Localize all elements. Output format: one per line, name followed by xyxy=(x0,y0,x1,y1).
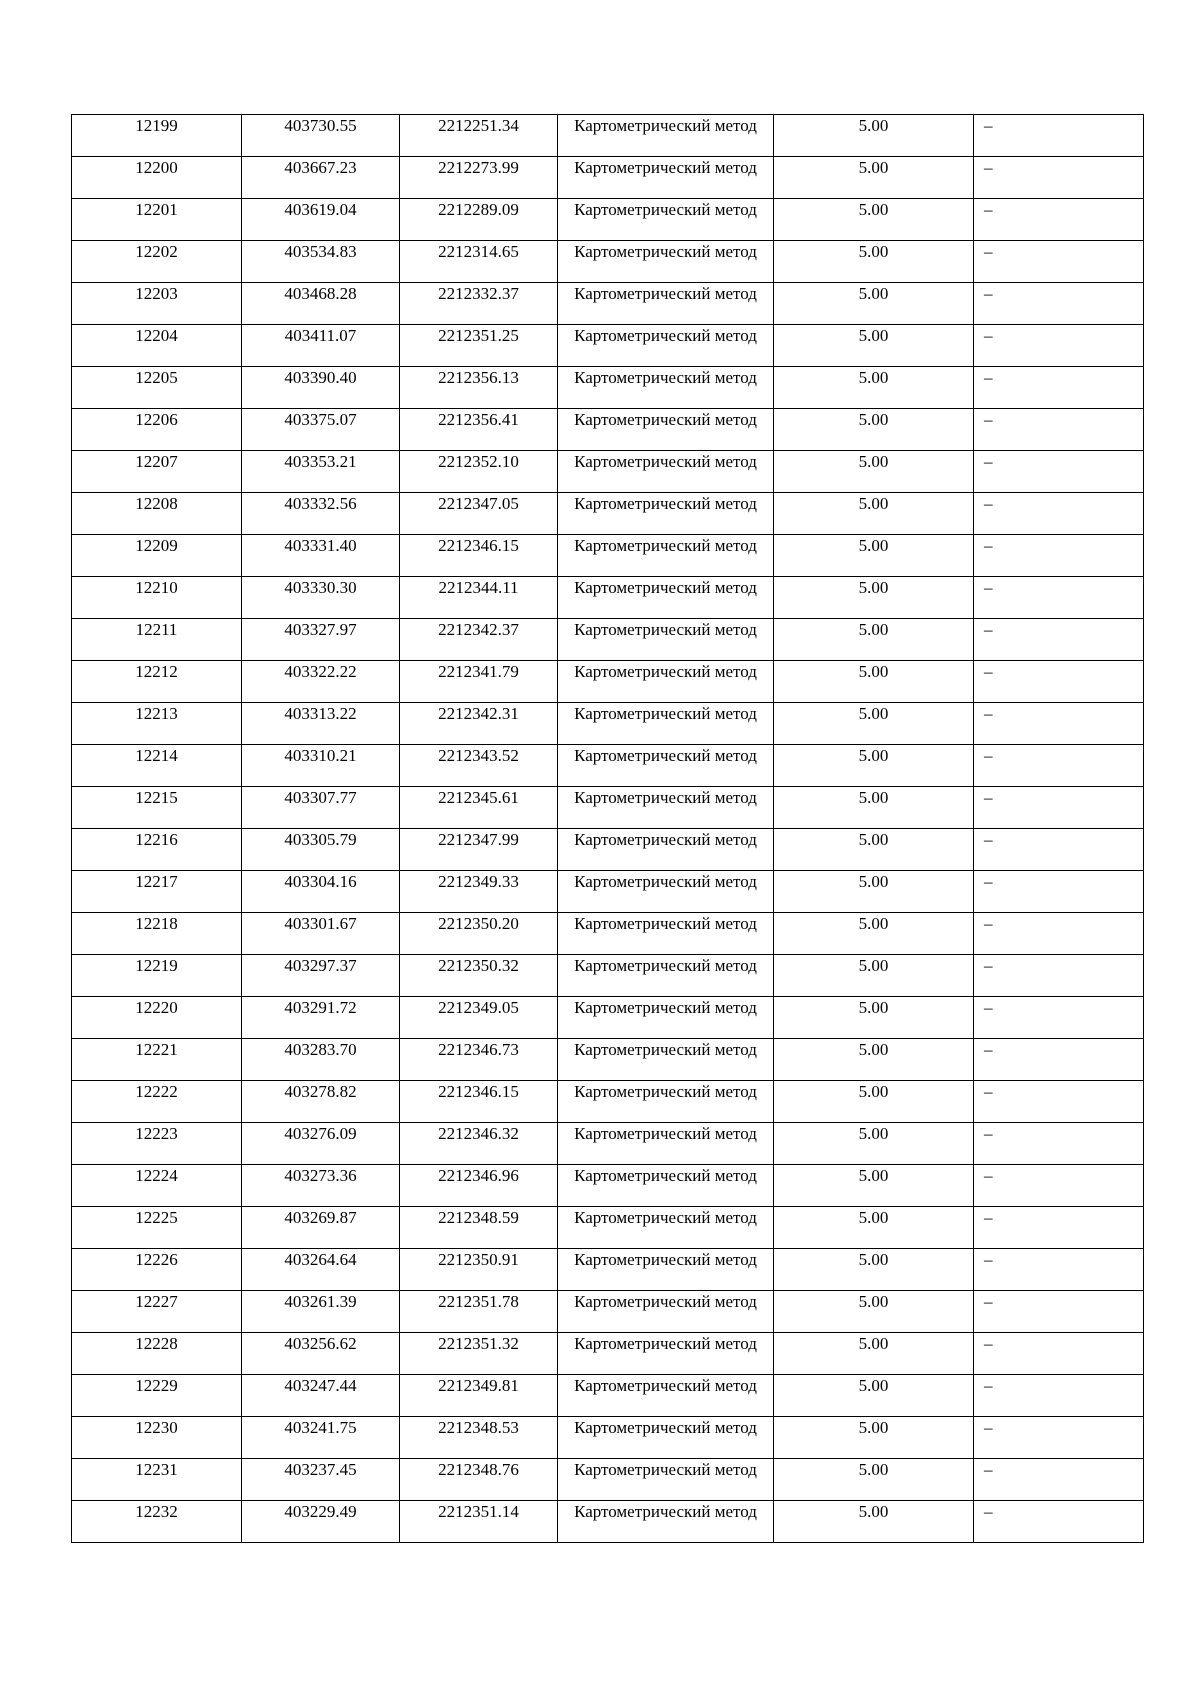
y-coordinate-cell: 2212346.32 xyxy=(400,1123,558,1165)
y-coordinate-cell: 2212341.79 xyxy=(400,661,558,703)
y-coordinate-cell: 2212349.81 xyxy=(400,1375,558,1417)
method-cell: Картометрический метод xyxy=(558,913,774,955)
note-cell: – xyxy=(974,955,1144,997)
x-coordinate-cell: 403332.56 xyxy=(242,493,400,535)
point-number-cell: 12201 xyxy=(72,199,242,241)
accuracy-cell: 5.00 xyxy=(774,1375,974,1417)
point-number-cell: 12231 xyxy=(72,1459,242,1501)
x-coordinate-cell: 403276.09 xyxy=(242,1123,400,1165)
y-coordinate-cell: 2212350.20 xyxy=(400,913,558,955)
point-number-cell: 12202 xyxy=(72,241,242,283)
x-coordinate-cell: 403730.55 xyxy=(242,115,400,157)
y-coordinate-cell: 2212345.61 xyxy=(400,787,558,829)
accuracy-cell: 5.00 xyxy=(774,367,974,409)
accuracy-cell: 5.00 xyxy=(774,1291,974,1333)
table-row xyxy=(72,325,1144,367)
table-row xyxy=(72,1081,1144,1123)
point-number-cell: 12208 xyxy=(72,493,242,535)
table-row xyxy=(72,913,1144,955)
note-cell: – xyxy=(974,451,1144,493)
x-coordinate-cell: 403313.22 xyxy=(242,703,400,745)
accuracy-cell: 5.00 xyxy=(774,1039,974,1081)
y-coordinate-cell: 2212343.52 xyxy=(400,745,558,787)
accuracy-cell: 5.00 xyxy=(774,115,974,157)
point-number-cell: 12225 xyxy=(72,1207,242,1249)
method-cell: Картометрический метод xyxy=(558,1249,774,1291)
method-cell: Картометрический метод xyxy=(558,1165,774,1207)
point-number-cell: 12213 xyxy=(72,703,242,745)
note-cell: – xyxy=(974,199,1144,241)
x-coordinate-cell: 403291.72 xyxy=(242,997,400,1039)
table-row xyxy=(72,409,1144,451)
accuracy-cell: 5.00 xyxy=(774,1459,974,1501)
note-cell: – xyxy=(974,1081,1144,1123)
x-coordinate-cell: 403322.22 xyxy=(242,661,400,703)
note-cell: – xyxy=(974,1165,1144,1207)
point-number-cell: 12207 xyxy=(72,451,242,493)
point-number-cell: 12211 xyxy=(72,619,242,661)
y-coordinate-cell: 2212342.31 xyxy=(400,703,558,745)
coordinates-table xyxy=(71,114,1144,1543)
table-row xyxy=(72,1249,1144,1291)
table-row xyxy=(72,619,1144,661)
accuracy-cell: 5.00 xyxy=(774,1417,974,1459)
x-coordinate-cell: 403283.70 xyxy=(242,1039,400,1081)
table-row xyxy=(72,703,1144,745)
method-cell: Картометрический метод xyxy=(558,1207,774,1249)
y-coordinate-cell: 2212346.96 xyxy=(400,1165,558,1207)
table-row xyxy=(72,1039,1144,1081)
x-coordinate-cell: 403468.28 xyxy=(242,283,400,325)
y-coordinate-cell: 2212289.09 xyxy=(400,199,558,241)
method-cell: Картометрический метод xyxy=(558,535,774,577)
point-number-cell: 12212 xyxy=(72,661,242,703)
y-coordinate-cell: 2212351.32 xyxy=(400,1333,558,1375)
note-cell: – xyxy=(974,367,1144,409)
note-cell: – xyxy=(974,493,1144,535)
table-row xyxy=(72,1123,1144,1165)
point-number-cell: 12223 xyxy=(72,1123,242,1165)
method-cell: Картометрический метод xyxy=(558,577,774,619)
y-coordinate-cell: 2212348.76 xyxy=(400,1459,558,1501)
method-cell: Картометрический метод xyxy=(558,619,774,661)
point-number-cell: 12228 xyxy=(72,1333,242,1375)
y-coordinate-cell: 2212356.41 xyxy=(400,409,558,451)
table-row xyxy=(72,451,1144,493)
note-cell: – xyxy=(974,1249,1144,1291)
method-cell: Картометрический метод xyxy=(558,115,774,157)
point-number-cell: 12230 xyxy=(72,1417,242,1459)
note-cell: – xyxy=(974,1039,1144,1081)
x-coordinate-cell: 403229.49 xyxy=(242,1501,400,1543)
note-cell: – xyxy=(974,1417,1144,1459)
y-coordinate-cell: 2212346.15 xyxy=(400,1081,558,1123)
note-cell: – xyxy=(974,115,1144,157)
x-coordinate-cell: 403307.77 xyxy=(242,787,400,829)
note-cell: – xyxy=(974,1123,1144,1165)
accuracy-cell: 5.00 xyxy=(774,955,974,997)
y-coordinate-cell: 2212350.32 xyxy=(400,955,558,997)
point-number-cell: 12214 xyxy=(72,745,242,787)
table-row xyxy=(72,283,1144,325)
accuracy-cell: 5.00 xyxy=(774,451,974,493)
point-number-cell: 12204 xyxy=(72,325,242,367)
table-row xyxy=(72,1291,1144,1333)
y-coordinate-cell: 2212349.33 xyxy=(400,871,558,913)
accuracy-cell: 5.00 xyxy=(774,997,974,1039)
point-number-cell: 12226 xyxy=(72,1249,242,1291)
x-coordinate-cell: 403667.23 xyxy=(242,157,400,199)
accuracy-cell: 5.00 xyxy=(774,913,974,955)
y-coordinate-cell: 2212352.10 xyxy=(400,451,558,493)
table-row xyxy=(72,493,1144,535)
note-cell: – xyxy=(974,1333,1144,1375)
y-coordinate-cell: 2212351.78 xyxy=(400,1291,558,1333)
accuracy-cell: 5.00 xyxy=(774,493,974,535)
accuracy-cell: 5.00 xyxy=(774,1165,974,1207)
method-cell: Картометрический метод xyxy=(558,241,774,283)
y-coordinate-cell: 2212342.37 xyxy=(400,619,558,661)
table-row xyxy=(72,241,1144,283)
method-cell: Картометрический метод xyxy=(558,451,774,493)
y-coordinate-cell: 2212351.25 xyxy=(400,325,558,367)
point-number-cell: 12220 xyxy=(72,997,242,1039)
x-coordinate-cell: 403269.87 xyxy=(242,1207,400,1249)
x-coordinate-cell: 403301.67 xyxy=(242,913,400,955)
x-coordinate-cell: 403390.40 xyxy=(242,367,400,409)
method-cell: Картометрический метод xyxy=(558,829,774,871)
point-number-cell: 12209 xyxy=(72,535,242,577)
point-number-cell: 12224 xyxy=(72,1165,242,1207)
table-row xyxy=(72,535,1144,577)
method-cell: Картометрический метод xyxy=(558,1123,774,1165)
note-cell: – xyxy=(974,745,1144,787)
table-row xyxy=(72,955,1144,997)
method-cell: Картометрический метод xyxy=(558,1459,774,1501)
table-row xyxy=(72,1459,1144,1501)
method-cell: Картометрический метод xyxy=(558,325,774,367)
accuracy-cell: 5.00 xyxy=(774,787,974,829)
point-number-cell: 12216 xyxy=(72,829,242,871)
method-cell: Картометрический метод xyxy=(558,1291,774,1333)
accuracy-cell: 5.00 xyxy=(774,703,974,745)
table-row xyxy=(72,1501,1144,1543)
table-row xyxy=(72,115,1144,157)
note-cell: – xyxy=(974,1501,1144,1543)
note-cell: – xyxy=(974,1207,1144,1249)
table-row xyxy=(72,787,1144,829)
y-coordinate-cell: 2212348.59 xyxy=(400,1207,558,1249)
table-row xyxy=(72,577,1144,619)
note-cell: – xyxy=(974,787,1144,829)
accuracy-cell: 5.00 xyxy=(774,1123,974,1165)
point-number-cell: 12229 xyxy=(72,1375,242,1417)
method-cell: Картометрический метод xyxy=(558,493,774,535)
method-cell: Картометрический метод xyxy=(558,409,774,451)
note-cell: – xyxy=(974,829,1144,871)
accuracy-cell: 5.00 xyxy=(774,871,974,913)
point-number-cell: 12232 xyxy=(72,1501,242,1543)
note-cell: – xyxy=(974,241,1144,283)
accuracy-cell: 5.00 xyxy=(774,745,974,787)
accuracy-cell: 5.00 xyxy=(774,199,974,241)
point-number-cell: 12221 xyxy=(72,1039,242,1081)
note-cell: – xyxy=(974,1459,1144,1501)
point-number-cell: 12210 xyxy=(72,577,242,619)
method-cell: Картометрический метод xyxy=(558,871,774,913)
accuracy-cell: 5.00 xyxy=(774,1249,974,1291)
method-cell: Картометрический метод xyxy=(558,955,774,997)
accuracy-cell: 5.00 xyxy=(774,829,974,871)
y-coordinate-cell: 2212350.91 xyxy=(400,1249,558,1291)
table-row xyxy=(72,1375,1144,1417)
note-cell: – xyxy=(974,703,1144,745)
accuracy-cell: 5.00 xyxy=(774,1333,974,1375)
note-cell: – xyxy=(974,535,1144,577)
method-cell: Картометрический метод xyxy=(558,157,774,199)
y-coordinate-cell: 2212356.13 xyxy=(400,367,558,409)
table-row xyxy=(72,199,1144,241)
note-cell: – xyxy=(974,283,1144,325)
point-number-cell: 12218 xyxy=(72,913,242,955)
table-row xyxy=(72,1165,1144,1207)
y-coordinate-cell: 2212314.65 xyxy=(400,241,558,283)
x-coordinate-cell: 403237.45 xyxy=(242,1459,400,1501)
x-coordinate-cell: 403241.75 xyxy=(242,1417,400,1459)
accuracy-cell: 5.00 xyxy=(774,157,974,199)
x-coordinate-cell: 403278.82 xyxy=(242,1081,400,1123)
accuracy-cell: 5.00 xyxy=(774,1207,974,1249)
accuracy-cell: 5.00 xyxy=(774,283,974,325)
note-cell: – xyxy=(974,871,1144,913)
point-number-cell: 12206 xyxy=(72,409,242,451)
point-number-cell: 12205 xyxy=(72,367,242,409)
table-row xyxy=(72,871,1144,913)
accuracy-cell: 5.00 xyxy=(774,409,974,451)
y-coordinate-cell: 2212273.99 xyxy=(400,157,558,199)
x-coordinate-cell: 403327.97 xyxy=(242,619,400,661)
y-coordinate-cell: 2212351.14 xyxy=(400,1501,558,1543)
table-row xyxy=(72,1207,1144,1249)
note-cell: – xyxy=(974,1375,1144,1417)
method-cell: Картометрический метод xyxy=(558,997,774,1039)
accuracy-cell: 5.00 xyxy=(774,619,974,661)
method-cell: Картометрический метод xyxy=(558,661,774,703)
method-cell: Картометрический метод xyxy=(558,787,774,829)
method-cell: Картометрический метод xyxy=(558,703,774,745)
note-cell: – xyxy=(974,1291,1144,1333)
method-cell: Картометрический метод xyxy=(558,367,774,409)
x-coordinate-cell: 403304.16 xyxy=(242,871,400,913)
method-cell: Картометрический метод xyxy=(558,1501,774,1543)
point-number-cell: 12222 xyxy=(72,1081,242,1123)
note-cell: – xyxy=(974,409,1144,451)
x-coordinate-cell: 403330.30 xyxy=(242,577,400,619)
y-coordinate-cell: 2212347.99 xyxy=(400,829,558,871)
accuracy-cell: 5.00 xyxy=(774,661,974,703)
note-cell: – xyxy=(974,325,1144,367)
note-cell: – xyxy=(974,661,1144,703)
x-coordinate-cell: 403256.62 xyxy=(242,1333,400,1375)
y-coordinate-cell: 2212349.05 xyxy=(400,997,558,1039)
table-body xyxy=(72,115,1144,1543)
x-coordinate-cell: 403331.40 xyxy=(242,535,400,577)
method-cell: Картометрический метод xyxy=(558,1375,774,1417)
note-cell: – xyxy=(974,997,1144,1039)
accuracy-cell: 5.00 xyxy=(774,535,974,577)
y-coordinate-cell: 2212344.11 xyxy=(400,577,558,619)
point-number-cell: 12227 xyxy=(72,1291,242,1333)
y-coordinate-cell: 2212346.73 xyxy=(400,1039,558,1081)
accuracy-cell: 5.00 xyxy=(774,577,974,619)
table-row xyxy=(72,745,1144,787)
x-coordinate-cell: 403264.64 xyxy=(242,1249,400,1291)
accuracy-cell: 5.00 xyxy=(774,241,974,283)
x-coordinate-cell: 403273.36 xyxy=(242,1165,400,1207)
x-coordinate-cell: 403353.21 xyxy=(242,451,400,493)
method-cell: Картометрический метод xyxy=(558,1081,774,1123)
table-row xyxy=(72,367,1144,409)
table-row xyxy=(72,1333,1144,1375)
y-coordinate-cell: 2212347.05 xyxy=(400,493,558,535)
x-coordinate-cell: 403411.07 xyxy=(242,325,400,367)
x-coordinate-cell: 403310.21 xyxy=(242,745,400,787)
x-coordinate-cell: 403534.83 xyxy=(242,241,400,283)
y-coordinate-cell: 2212251.34 xyxy=(400,115,558,157)
x-coordinate-cell: 403375.07 xyxy=(242,409,400,451)
x-coordinate-cell: 403297.37 xyxy=(242,955,400,997)
note-cell: – xyxy=(974,157,1144,199)
x-coordinate-cell: 403619.04 xyxy=(242,199,400,241)
y-coordinate-cell: 2212348.53 xyxy=(400,1417,558,1459)
accuracy-cell: 5.00 xyxy=(774,325,974,367)
accuracy-cell: 5.00 xyxy=(774,1081,974,1123)
x-coordinate-cell: 403247.44 xyxy=(242,1375,400,1417)
method-cell: Картометрический метод xyxy=(558,745,774,787)
table-row xyxy=(72,997,1144,1039)
note-cell: – xyxy=(974,577,1144,619)
note-cell: – xyxy=(974,619,1144,661)
y-coordinate-cell: 2212346.15 xyxy=(400,535,558,577)
table-row xyxy=(72,829,1144,871)
point-number-cell: 12219 xyxy=(72,955,242,997)
method-cell: Картометрический метод xyxy=(558,283,774,325)
point-number-cell: 12217 xyxy=(72,871,242,913)
y-coordinate-cell: 2212332.37 xyxy=(400,283,558,325)
table-row xyxy=(72,661,1144,703)
x-coordinate-cell: 403305.79 xyxy=(242,829,400,871)
note-cell: – xyxy=(974,913,1144,955)
point-number-cell: 12203 xyxy=(72,283,242,325)
method-cell: Картометрический метод xyxy=(558,1417,774,1459)
method-cell: Картометрический метод xyxy=(558,199,774,241)
point-number-cell: 12199 xyxy=(72,115,242,157)
accuracy-cell: 5.00 xyxy=(774,1501,974,1543)
table-row xyxy=(72,157,1144,199)
point-number-cell: 12200 xyxy=(72,157,242,199)
table-row xyxy=(72,1417,1144,1459)
point-number-cell: 12215 xyxy=(72,787,242,829)
x-coordinate-cell: 403261.39 xyxy=(242,1291,400,1333)
method-cell: Картометрический метод xyxy=(558,1039,774,1081)
method-cell: Картометрический метод xyxy=(558,1333,774,1375)
